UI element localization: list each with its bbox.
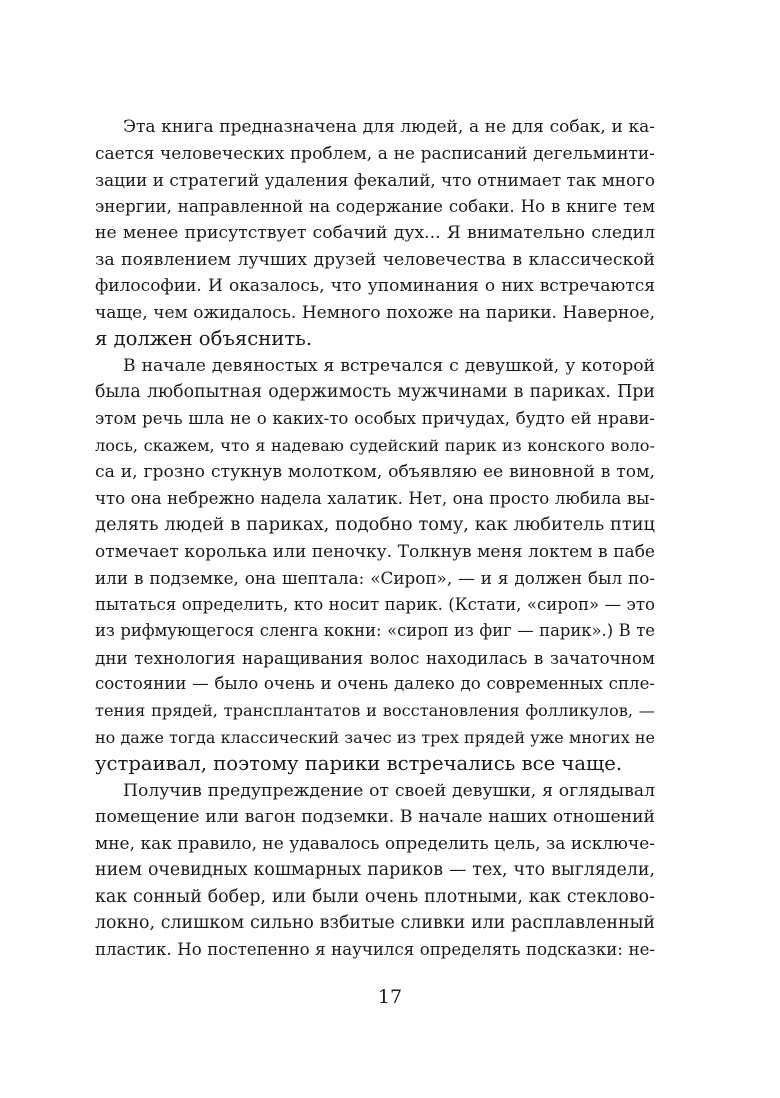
- paragraph: [95, 353, 655, 778]
- text-line: сается человеческих проблем, а не расписаний дегельминти-: [95, 143, 655, 164]
- text-line: устраивал, поэтому парики встречались все чаще.: [95, 752, 623, 776]
- text-line: пластик. Но постепенно я научился определять подсказки: не-: [95, 939, 655, 959]
- text-line: состоянии — было очень и очень далеко до современных спле-: [95, 674, 655, 694]
- text-line: была любопытная одержимость мужчинами в париках. При: [95, 382, 655, 403]
- text-line: отмечает королька или пеночку. Толкнув меня локтем в пабе: [95, 541, 655, 562]
- text-line: локно, слишком сильно взбитые сливки или расплавленный: [95, 913, 655, 934]
- text-line: что она небрежно надела халатик. Нет, она просто любила вы-: [95, 488, 655, 508]
- text-line: лось, скажем, что я надеваю судейский парик из конского воло-: [95, 435, 655, 455]
- text-line: помещение или вагон подземки. В начале наших отношений: [95, 807, 655, 828]
- text-line: но даже тогда классический зачес из трех прядей уже многих не: [95, 727, 655, 747]
- text-line: нием очевидных кошмарных париков — тех, что выглядели,: [95, 860, 655, 881]
- text-line: я должен объяснить.: [95, 327, 313, 351]
- text-line: энергии, направленной на содержание собаки. Но в книге тем: [95, 196, 655, 216]
- text-line: не менее присутствует собачий дух... Я внимательно следил: [95, 223, 655, 244]
- text-line: этом речь шла не о каких-то особых причудах, будто ей нрави-: [95, 409, 655, 429]
- text-line: Эта книга предназначена для людей, а не для собак, и ка-: [123, 117, 655, 137]
- text-line: делять людей в париках, подобно тому, как любитель птиц: [95, 514, 655, 536]
- text-line: как сонный бобер, или были очень плотными, как стеклово-: [95, 886, 655, 907]
- paragraph: [95, 114, 655, 353]
- body-text: [95, 114, 655, 964]
- text-line: мне, как правило, не удавалось определить цель, за исключе-: [95, 833, 655, 854]
- page-number: 17: [377, 986, 403, 1008]
- text-line: пытаться определить, кто носит парик. (Кстати, «сироп» — это: [95, 594, 655, 614]
- text-line: са и, грозно стукнув молотком, объявляю ее виновной в том,: [95, 462, 655, 483]
- text-line: Получив предупреждение от своей девушки, я оглядывал: [123, 780, 655, 801]
- text-line: тения прядей, трансплантатов и восстановления фолликулов, —: [95, 701, 655, 721]
- text-line: из рифмующегося сленга кокни: «сироп из фиг — парик».) В те: [95, 621, 655, 641]
- text-line: философии. И оказалось, что упоминания о них встречаются: [95, 276, 655, 297]
- text-line: за появлением лучших друзей человечества в классической: [95, 249, 655, 270]
- paragraph: [95, 778, 655, 964]
- text-line: зации и стратегий удаления фекалий, что отнимает так много: [95, 170, 655, 191]
- text-line: или в подземке, она шептала: «Сироп», — и я должен был по-: [95, 568, 655, 589]
- text-line: В начале девяностых я встречался с девушкой, у которой: [123, 355, 655, 376]
- text-line: чаще, чем ожидалось. Немного похоже на парики. Наверное,: [95, 302, 655, 323]
- text-line: дни технология наращивания волос находилась в зачаточном: [95, 647, 655, 668]
